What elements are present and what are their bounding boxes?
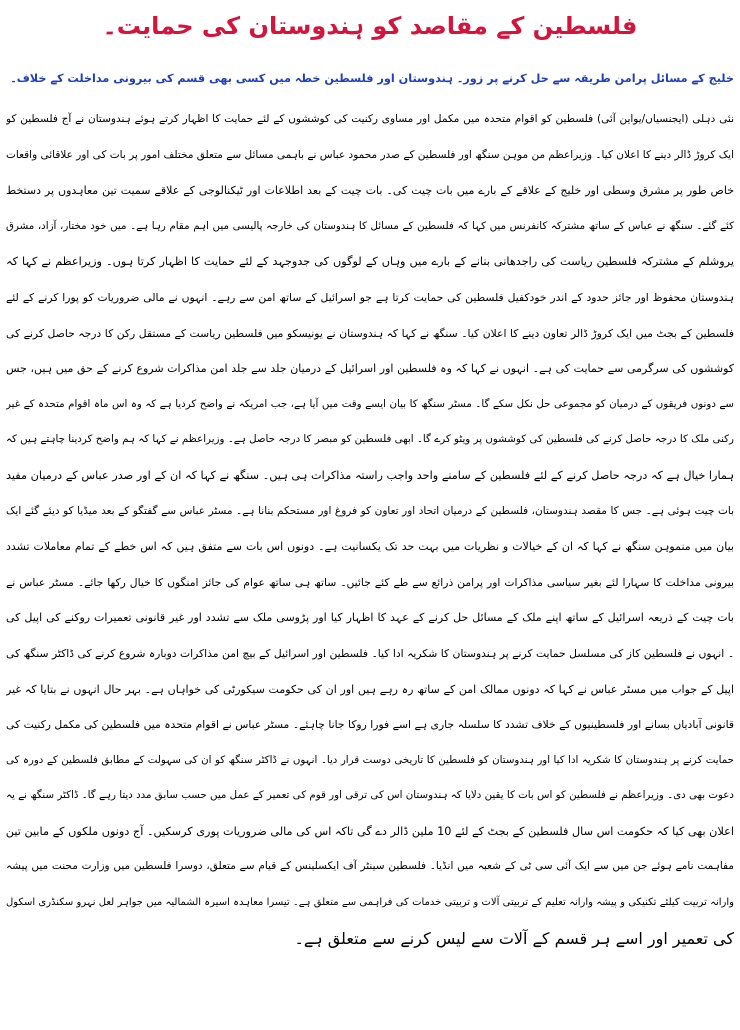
article-body-line: خاص طور پر مشرق وسطی اور خلیج کے علاقے کے بارے میں بات چیت کی۔ بات چیت کے بعد اطلاعات اور ٹیکنالوجی کے علاقے سمیت تین معاہدوں پر دستخط — [6, 184, 734, 198]
article-body-line: کوششوں کی سرگرمی سے حمایت کی ہے۔ انہوں نے کہا کہ وہ فلسطین اور اسرائیل کے درمیان جلد سے جلد امن مذاکرات شروع کرنے کے حق میں ہیں، جس — [6, 362, 734, 376]
article-body-line: یروشلم کے مشترکہ فلسطین ریاست کی راجدھانی بنانے کے بارے میں وہاں کے لوگوں کی جدوجہد کے لئے حمایت کا اظہار کرتا ہوں۔ وزیراعظم نے کہا کہ — [6, 255, 734, 269]
article-body-line: فلسطین کے بجٹ میں ایک کروڑ ڈالر تعاون دینے کا اعلان کیا۔ سنگھ نے کہا کہ ہندوستان نے یونیسکو میں فلسطین ریاست کے مستقل رکن کا درجہ حاصل کرنے کی — [6, 326, 734, 340]
article-body-line: نئی دہلی (ایجنسیاں/یواین آئی) فلسطین کو اقوام متحدہ میں مکمل اور مساوی رکنیت کی کوششوں کے لئے حمایت کا اظہار کرتے ہوئے ہندوستان نے آج فلسطین کو — [6, 113, 734, 125]
article-body-line: ہندوستان محفوظ اور جائز حدود کے اندر خودکفیل فلسطین کی حمایت کرتا ہے جو اسرائیل کے ساتھ امن سے رہے۔ انہوں نے مالی ضروریات کو پورا کرنے کے لئے — [6, 290, 734, 304]
article-body-line: قانونی آبادیاں بسانے اور فلسطینیوں کے خلاف تشدد کا سلسلہ جاری ہے اسے فورا روکا جانا چاہئے۔ مسٹر عباس نے اقوام متحدہ میں فلسطین کی مکمل رکنیت کی — [6, 718, 734, 732]
article-body — [6, 102, 734, 956]
article-body-line: ہمارا خیال ہے کہ درجہ حاصل کرنے کے لئے فلسطین کے سامنے واحد واجب راستہ مذاکرات ہی ہیں۔ سنگھ نے کہا کہ ان کے اور صدر عباس کے درمیان مفید — [6, 468, 734, 482]
article-body-line: بات چیت کے ذریعہ اسرائیل کے ساتھ اپنے ملک کے مسائل حل کرنے کے عہد کا اظہار کیا اور پڑوسی ملک سے تشدد اور غیر قانونی تعمیرات روکنے کی اپیل کی — [6, 611, 734, 625]
article-body-line: وارانہ تربیت کیلئے تکنیکی و پیشہ وارانہ تعلیم کے تربیتی آلات و تربیتی خدمات کی فراہمی سے متعلق ہے۔ تیسرا معاہدہ اسیرہ الشمالیہ میں جواہر لعل نہرو سکنڈری اسکول — [6, 897, 734, 909]
article-body-line: اعلان بھی کیا کہ حکومت اس سال فلسطین کے بجٹ کے لئے 10 ملین ڈالر دے گی تاکہ اس کی مالی ضروریات پوری کرسکیں۔ آج دونوں ملکوں کے مابین تین — [6, 824, 734, 838]
article-body-line: مفاہمت نامے ہوئے جن میں سے ایک آئی سی ٹی کے شعبہ میں انڈیا۔ فلسطین سینٹر آف ایکسلینس کے قیام سے متعلق، دوسرا فلسطین میں وزارت محنت میں پیشہ — [6, 860, 734, 873]
article-headline: فلسطین کے مقاصد کو ہندوستان کی حمایت۔ — [102, 12, 638, 40]
article-body-line: رکنی ملک کا درجہ حاصل کرنے کی فلسطین کی کوششوں پر ویٹو کرے گا۔ ابھی فلسطین کو مبصر کا درجہ حاصل ہے۔ وزیراعظم نے کہا کہ ہم واضح کردینا چاہتے ہیں کہ — [6, 433, 734, 446]
article-body-line: حمایت کرنے پر ہندوستان کا شکریہ ادا کیا اور ہندوستان کو فلسطین کا تاریخی دوست قرار دیا۔ انہوں نے ڈاکٹر سنگھ کو ان کی سہولت کے مطابق فلسطین کے دورہ کی — [6, 753, 734, 766]
article-body-line: ایک کروڑ ڈالر دینے کا اعلان کیا۔ وزیراعظم من موہن سنگھ اور فلسطین کے صدر محمود عباس نے باہمی مسائل سے متعلق مختلف امور پر بات کی اور علاقائی واقعات — [6, 148, 734, 161]
article-body-line: ۔ انہوں نے فلسطین کاز کی مسلسل حمایت کرنے پر ہندوستان کا شکریہ ادا کیا۔ فلسطین اور اسرائیل کے بیچ امن مذاکرات دوبارہ شروع کرنے کی ڈاکٹر سنگھ کی — [6, 646, 734, 660]
article-body-line: بیان میں منموہن سنگھ نے کہا کہ ان کے خیالات و نظریات میں بہت حد تک یکسانیت ہے۔ دونوں اس بات سے متفق ہیں کہ اس خطے کے تمام معاملات تشدد — [6, 540, 734, 554]
article-body-line: سے دونوں فریقوں کے درمیان کو مجموعی حل نکل سکے گا۔ مسٹر سنگھ کا بیان ایسے وقت میں آیا ہے، جب امریکہ نے واضح کردیا ہے کہ وہ اس ماہ اقوام متحدہ کے غیر — [6, 397, 734, 410]
article-body-line: اپیل کے جواب میں مسٹر عباس نے کہا کہ دونوں ممالک امن کے ساتھ رہ رہے ہیں اور ان کی حکومت سیکورٹی کی خواہاں ہے۔ بہر حال انہوں نے بتایا کہ غیر — [6, 682, 734, 696]
article-body-line: دعوت بھی دی۔ وزیراعظم نے فلسطین کو اس بات کا یقین دلایا کہ ہندوستان اس کی ترقی اور قوم کی تعمیر کے عمل میں حسب سابق مدد دیتا رہے گا۔ ڈاکٹر سنگھ نے یہ — [6, 789, 734, 802]
article-body-line: بیرونی مداخلت کا سہارا لئے بغیر سیاسی مذاکرات اور پرامن ذرائع سے طے کئے جائیں۔ ساتھ ہی ساتھ عوام کی جائز امنگوں کا خیال رکھا جائے۔ مسٹر عباس نے — [6, 575, 734, 589]
article-body-line: کئے گئے۔ سنگھ نے عباس کے ساتھ مشترکہ کانفرنس میں کہا کہ فلسطین کے مسائل کا ہندوستان کی خارجہ پالیسی میں اہم مقام رہا ہے۔ میں خود مختار، آزاد، مشرق — [6, 219, 734, 232]
article-subheadline: خلیج کے مسائل پرامن طریقہ سے حل کرنے پر زور۔ ہندوستان اور فلسطین خطہ میں کسی بھی قسم کی بیرونی مداخلت کے خلاف۔ — [10, 72, 734, 85]
article-body-line: کی تعمیر اور اسے ہر قسم کے آلات سے لیس کرنے سے متعلق ہے۔ — [294, 928, 734, 948]
article-body-line: بات چیت ہوئی ہے۔ جس کا مقصد ہندوستان، فلسطین کے درمیان اتحاد اور تعاون کو فروغ اور مستحکم بنانا ہے۔ مسٹر عباس سے گفتگو کے بعد میڈیا کو دیئے گئے ایک — [6, 504, 734, 517]
